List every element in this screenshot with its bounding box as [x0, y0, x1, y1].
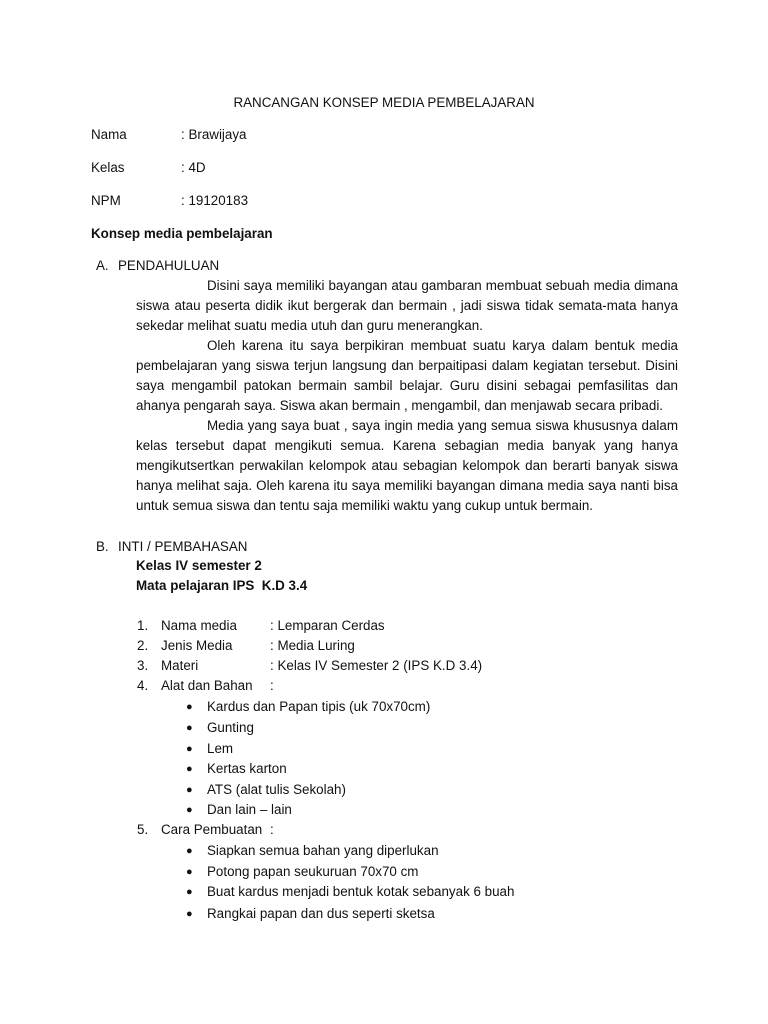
bullet-icon: ●	[186, 722, 193, 734]
paragraph-3: Media yang saya buat , saya ingin media yang semua siswa khususnya dalam kelas tersebut dapat mengikuti semua. Karena sebagian media banyak yang hanya mengikutsertkan perwakilan kelompok atau sebagian kelompok dan berarti banyak siswa hanya melihat saja. Oleh karena itu saya memiliki bayangan dimana media saya nanti bisa untuk semua siswa dan tentu saja memiliki waktu yang cukup untuk bermain.	[136, 418, 678, 513]
bullet-icon: ●	[186, 784, 193, 796]
document-title: RANCANGAN KONSEP MEDIA PEMBELAJARAN	[233, 95, 535, 110]
bullet-icon: ●	[186, 701, 193, 713]
list-item-label: Cara Pembuatan	[161, 822, 263, 837]
npm-value: : 19120183	[181, 193, 249, 208]
list-item-label: Jenis Media	[161, 638, 233, 653]
list-item-label: Nama media	[161, 618, 237, 633]
class-value: : 4D	[181, 160, 206, 175]
list-item-value: : Media Luring	[270, 638, 355, 653]
list-item-value: : Kelas IV Semester 2 (IPS K.D 3.4)	[270, 658, 483, 673]
section-b-subheading-class: Kelas IV semester 2	[136, 558, 262, 573]
list-item-number: 4.	[137, 678, 149, 693]
class-label: Kelas	[91, 160, 125, 175]
bullet-icon: ●	[186, 886, 193, 898]
bullet-item: Kardus dan Papan tipis (uk 70x70cm)	[207, 699, 431, 714]
list-item-number: 2.	[137, 638, 149, 653]
section-b-heading: INTI / PEMBAHASAN	[118, 539, 248, 554]
list-item-value: :	[270, 678, 274, 693]
bullet-item: Potong papan seukuruan 70x70 cm	[207, 864, 419, 879]
bullet-icon: ●	[186, 866, 193, 878]
list-item-label: Alat dan Bahan	[161, 678, 253, 693]
section-b-subheading-subject: Mata pelajaran IPS K.D 3.4	[136, 578, 308, 593]
bullet-icon: ●	[186, 743, 193, 755]
bullet-item: Dan lain – lain	[207, 802, 292, 817]
section-b-marker: B.	[96, 539, 109, 554]
bullet-icon: ●	[186, 804, 193, 816]
bullet-icon: ●	[186, 763, 193, 775]
list-item-label: Materi	[161, 658, 199, 673]
bullet-item: Lem	[207, 741, 234, 756]
bullet-item: Siapkan semua bahan yang diperlukan	[207, 843, 439, 858]
list-item-number: 1.	[137, 618, 149, 633]
section-heading: Konsep media pembelajaran	[91, 226, 273, 241]
bullet-icon: ●	[186, 908, 193, 920]
name-label: Nama	[91, 127, 127, 142]
bullet-item: Rangkai papan dan dus seperti sketsa	[207, 906, 435, 921]
bullet-item: Gunting	[207, 720, 254, 735]
section-a-heading: PENDAHULUAN	[118, 258, 220, 273]
paragraph-2: Oleh karena itu saya berpikiran membuat suatu karya dalam bentuk media pembelajaran yang siswa terjun langsung dan berpaitipasi dalam kegiatan tersebut. Disini saya mengambil patokan bermain sambil belajar. Guru disini sebagai pemfasilitas dan ahanya pengarah saya. Siswa akan bermain , mengambil, dan menjawab secara pribadi.	[136, 338, 678, 413]
list-item-number: 5.	[137, 822, 149, 837]
bullet-item: Kertas karton	[207, 761, 287, 776]
section-a-marker: A.	[96, 258, 109, 273]
list-item-value: : Lemparan Cerdas	[270, 618, 385, 633]
bullet-item: ATS (alat tulis Sekolah)	[207, 782, 346, 797]
list-item-value: :	[270, 822, 274, 837]
list-item-number: 3.	[137, 658, 149, 673]
npm-label: NPM	[91, 193, 121, 208]
name-value: : Brawijaya	[181, 127, 247, 142]
bullet-icon: ●	[186, 845, 193, 857]
paragraph-1: Disini saya memiliki bayangan atau gambaran membuat sebuah media dimana siswa atau peserta didik ikut bergerak dan bermain , jadi siswa tidak semata-mata hanya sekedar melihat suatu media utuh dan guru menerangkan.	[136, 278, 678, 333]
bullet-item: Buat kardus menjadi bentuk kotak sebanyak 6 buah	[207, 884, 515, 899]
